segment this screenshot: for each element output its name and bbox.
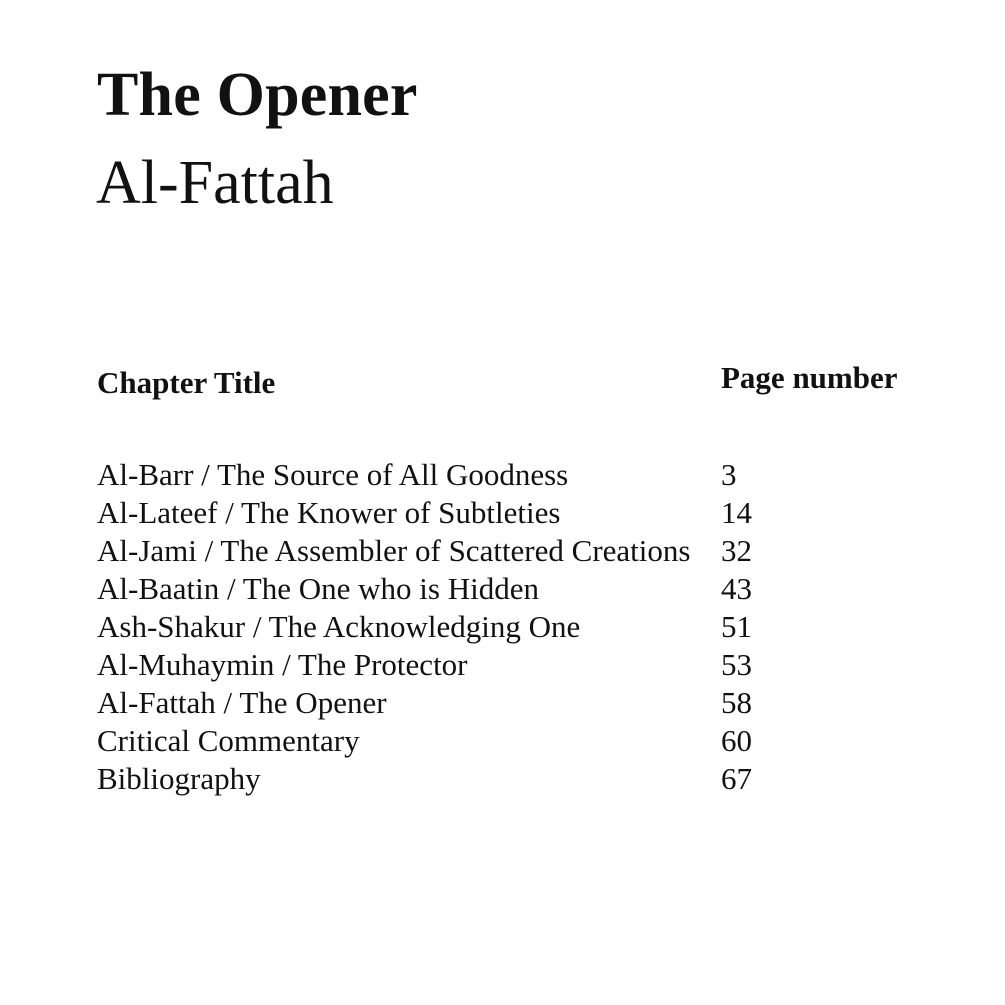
page-subtitle: Al-Fattah — [96, 149, 334, 217]
toc-row — [97, 608, 917, 646]
toc-row — [97, 570, 917, 608]
toc-page-number: 67 — [721, 761, 752, 796]
table-of-contents — [97, 456, 917, 798]
toc-chapter-title: Al-Fattah / The Opener — [97, 685, 387, 720]
toc-chapter-title: Al-Baatin / The One who is Hidden — [97, 571, 539, 606]
chapter-title-header: Chapter Title — [97, 365, 276, 400]
toc-row — [97, 456, 917, 494]
toc-chapter-title: Bibliography — [97, 761, 261, 796]
toc-chapter-title: Al-Muhaymin / The Protector — [97, 647, 468, 682]
toc-row — [97, 494, 917, 532]
page-title: The Opener — [97, 61, 418, 129]
page-number-header: Page number — [721, 360, 898, 395]
toc-row — [97, 722, 917, 760]
toc-page-number: 53 — [721, 647, 752, 682]
toc-chapter-title: Al-Jami / The Assembler of Scattered Creations — [97, 533, 691, 568]
toc-page-number: 3 — [721, 457, 737, 492]
toc-page-number: 51 — [721, 609, 752, 644]
toc-chapter-title: Ash-Shakur / The Acknowledging One — [97, 609, 581, 644]
toc-page-number: 14 — [721, 495, 752, 530]
toc-row — [97, 760, 917, 798]
toc-page-number: 43 — [721, 571, 752, 606]
toc-chapter-title: Critical Commentary — [97, 723, 360, 758]
toc-row — [97, 646, 917, 684]
toc-row — [97, 532, 917, 570]
toc-page-number: 58 — [721, 685, 752, 720]
toc-chapter-title: Al-Barr / The Source of All Goodness — [97, 457, 569, 492]
toc-chapter-title: Al-Lateef / The Knower of Subtleties — [97, 495, 561, 530]
toc-page-number: 60 — [721, 723, 752, 758]
toc-page-number: 32 — [721, 533, 752, 568]
toc-row — [97, 684, 917, 722]
